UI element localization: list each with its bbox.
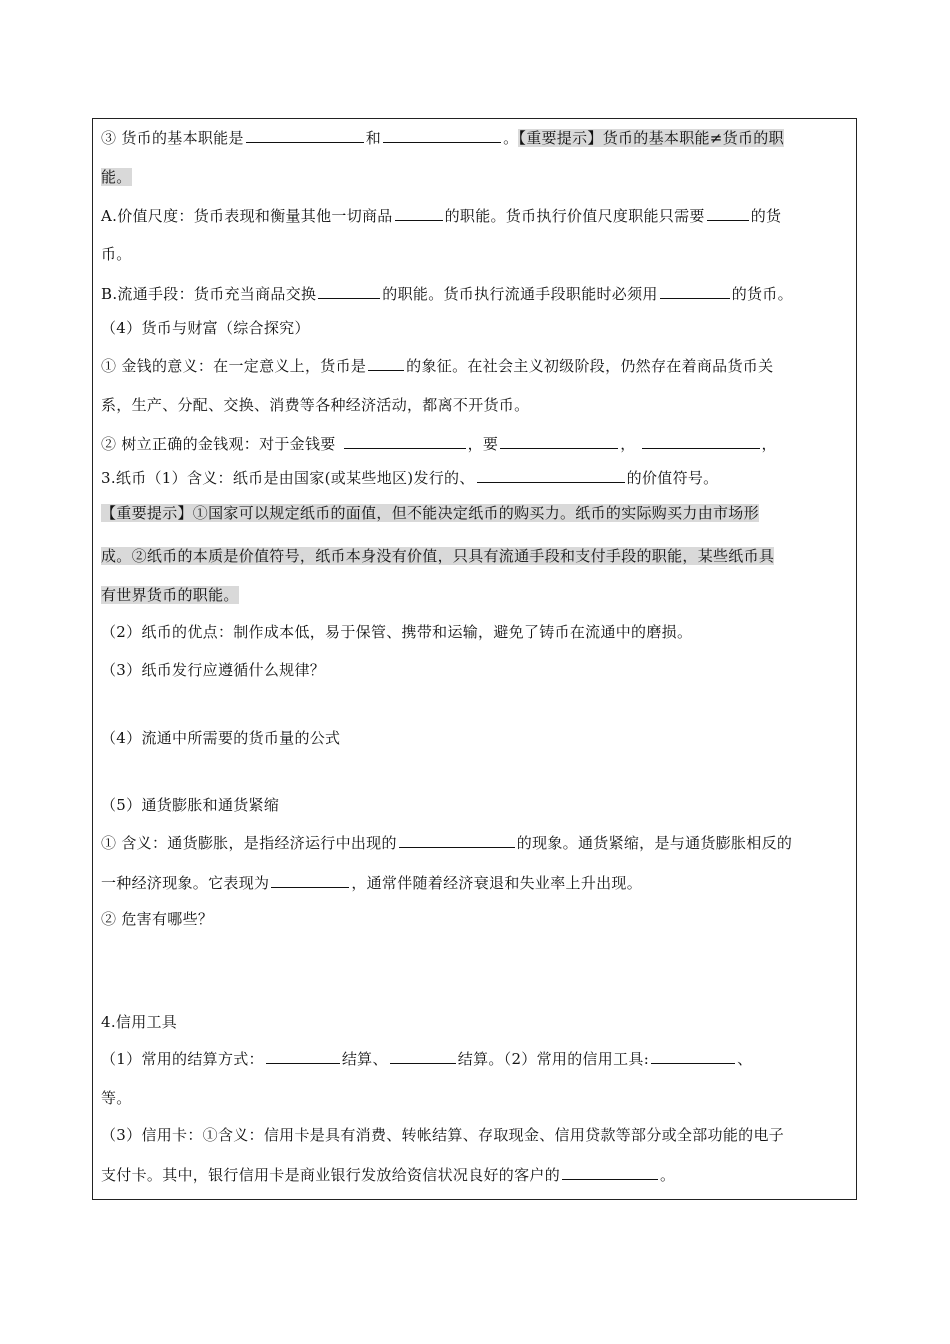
- text: ① 含义：通货膨胀，是指经济运行中出现的: [101, 834, 397, 852]
- line-tip2-2: [101, 546, 849, 566]
- important-tip: 能。: [101, 168, 132, 186]
- blank-field[interactable]: [318, 283, 380, 299]
- important-tip: 【重要提示】货币的基本职能≠货币的职: [518, 129, 784, 147]
- text: （3）信用卡：①含义：信用卡是具有消费、转帐结算、存取现金、信用贷款等部分或全部功能的电子: [101, 1126, 785, 1144]
- text: 的职能。货币执行价值尺度职能只需要: [444, 207, 705, 225]
- line-money-meaning-cont: [101, 395, 849, 415]
- blank-field[interactable]: [707, 205, 749, 221]
- text: ③ 货币的基本职能是: [101, 129, 244, 147]
- line-circulation: [101, 283, 849, 304]
- text: 系，生产、分配、交换、消费等各种经济活动，都离不开货币。: [101, 396, 530, 414]
- text: B.流通手段：货币充当商品交换: [101, 285, 317, 303]
- text: 支付卡。其中，银行信用卡是商业银行发放给资信状况良好的客户的: [101, 1166, 561, 1184]
- text: 一种经济现象。它表现为: [101, 874, 270, 892]
- blank-field[interactable]: [651, 1048, 735, 1064]
- text: 结算、: [341, 1050, 388, 1068]
- text: 币。: [101, 245, 132, 263]
- line-issue-law: [101, 660, 849, 680]
- line-tip-cont: [101, 167, 849, 187]
- text: 结算。（2）常用的信用工具:: [457, 1050, 650, 1068]
- line-paper-money-def: [101, 467, 849, 488]
- section-heading-money-wealth: [101, 318, 849, 338]
- blank-field[interactable]: [344, 433, 466, 449]
- blank-field[interactable]: [477, 467, 625, 483]
- text: （2）纸币的优点：制作成本低，易于保管、携带和运输，避免了铸币在流通中的磨损。: [101, 623, 693, 641]
- line-credit-card: [101, 1125, 849, 1145]
- blank-field[interactable]: [399, 832, 515, 848]
- text: 。: [660, 1166, 676, 1184]
- blank-field[interactable]: [266, 1048, 340, 1064]
- important-tip: 【重要提示】①国家可以规定纸币的面值，但不能决定纸币的购买力。纸币的实际购买力由市场形: [101, 504, 759, 522]
- text: （5）通货膨胀和通货紧缩: [101, 796, 280, 814]
- blank-field[interactable]: [562, 1164, 658, 1180]
- line-settlement-cont: [101, 1088, 849, 1108]
- line-paper-advantages: [101, 622, 849, 642]
- blank-field[interactable]: [395, 205, 443, 221]
- line-deflation-def: [101, 872, 849, 893]
- text: 、: [737, 1050, 753, 1068]
- blank-field[interactable]: [383, 127, 501, 143]
- text: 的货币。: [731, 285, 793, 303]
- text: （4）货币与财富（综合探究）: [101, 319, 310, 337]
- text: ② 危害有哪些？: [101, 910, 214, 928]
- text: 的价值符号。: [626, 469, 719, 487]
- text: 的象征。在社会主义初级阶段，仍然存在着商品货币关: [406, 357, 774, 375]
- text: ，: [761, 435, 777, 453]
- blank-field[interactable]: [390, 1048, 456, 1064]
- line-inflation-def: [101, 832, 849, 853]
- text: 等。: [101, 1089, 132, 1107]
- text: A.价值尺度：货币表现和衡量其他一切商品: [101, 207, 393, 225]
- text: 的货: [750, 207, 782, 225]
- blank-field[interactable]: [500, 433, 618, 449]
- section-heading-credit: [101, 1012, 849, 1032]
- text: ，通常伴随着经济衰退和失业率上升出现。: [351, 874, 643, 892]
- text: 4.信用工具: [101, 1013, 178, 1031]
- text: 的现象。通货紧缩，是与通货膨胀相反的: [516, 834, 793, 852]
- text: 。: [503, 129, 519, 147]
- text: ，: [620, 435, 636, 453]
- line-formula: [101, 728, 849, 748]
- line-money-view: [101, 433, 849, 454]
- content-frame: [92, 118, 857, 1200]
- blank-field[interactable]: [642, 433, 760, 449]
- important-tip: 有世界货币的职能。: [101, 586, 239, 604]
- line-value-measure: [101, 205, 849, 226]
- blank-field[interactable]: [368, 355, 404, 371]
- text: ，要: [467, 435, 499, 453]
- text: 的职能。货币执行流通手段职能时必须用: [382, 285, 658, 303]
- text: （3）纸币发行应遵循什么规律？: [101, 661, 326, 679]
- important-tip: 成。②纸币的本质是价值符号，纸币本身没有价值，只具有流通手段和支付手段的职能，某些纸币具: [101, 547, 775, 565]
- line-settlement: [101, 1048, 849, 1069]
- blank-field[interactable]: [271, 872, 349, 888]
- line-tip2-1: [101, 503, 849, 523]
- line-basic-functions: [101, 127, 849, 148]
- blank-field[interactable]: [246, 127, 364, 143]
- line-harm: [101, 909, 849, 929]
- text: 3.纸币（1）含义：纸币是由国家(或某些地区)发行的、: [101, 469, 475, 487]
- line-value-measure-cont: [101, 244, 849, 264]
- text: （1）常用的结算方式：: [101, 1050, 264, 1068]
- line-inflation-heading: [101, 795, 849, 815]
- blank-field[interactable]: [660, 283, 730, 299]
- text: 和: [365, 129, 382, 147]
- line-credit-card-cont: [101, 1164, 849, 1185]
- line-money-meaning: [101, 355, 849, 376]
- text: ① 金钱的意义：在一定意义上，货币是: [101, 357, 367, 375]
- line-tip2-3: [101, 585, 849, 605]
- text: （4）流通中所需要的货币量的公式: [101, 729, 341, 747]
- text: ② 树立正确的金钱观：对于金钱要: [101, 435, 336, 453]
